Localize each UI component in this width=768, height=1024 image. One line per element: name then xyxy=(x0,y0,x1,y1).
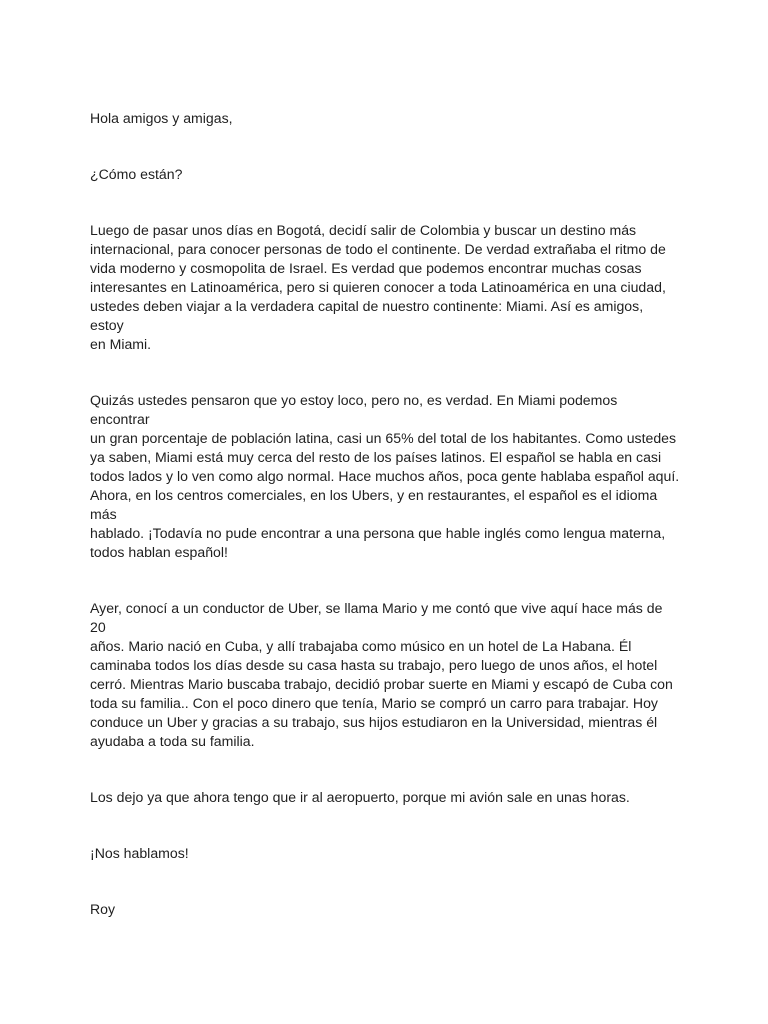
paragraph-3: Ayer, conocí a un conductor de Uber, se llama Mario y me contó que vive aquí hace más de 20 años. Mario nació en Cuba, y allí trabajaba como músico en un hotel de La Habana. Él caminaba todos los días desde su casa hasta su trabajo, pero luego de unos años, el hotel cerró. Mientras Mario buscaba trabajo, decidió probar suerte en Miami y escapó de Cuba con toda su familia.. Con el poco dinero que tenía, Mario se compró un carro para trabajar. Hoy conduce un Uber y gracias a su trabajo, sus hijos estudiaron en la Universidad, mientras él ayudaba a toda su familia. xyxy=(90,600,673,749)
paragraph-1: Luego de pasar unos días en Bogotá, decidí salir de Colombia y buscar un destino más internacional, para conocer personas de todo el continente. De verdad extrañaba el ritmo de vida moderno y cosmopolita de Israel. Es verdad que podemos encontrar muchas cosas interesantes en Latinoamérica, pero si quieren conocer a toda Latinoamérica en una ciudad, ustedes deben viajar a la verdadera capital de nuestro continente: Miami. Así es amigos, estoy en Miami. xyxy=(90,222,666,352)
closing: ¡Nos hablamos! xyxy=(90,845,189,861)
greeting: Hola amigos y amigas, xyxy=(90,110,233,126)
question: ¿Cómo están? xyxy=(90,166,183,182)
paragraph-4: Los dejo ya que ahora tengo que ir al aeropuerto, porque mi avión sale en unas horas. xyxy=(90,789,630,805)
signature: Roy xyxy=(90,901,116,917)
paragraph-2: Quizás ustedes pensaron que yo estoy loco, pero no, es verdad. En Miami podemos encontrar un gran porcentaje de población latina, casi un 65% del total de los habitantes. Como ustedes ya saben, Miami está muy cerca del resto de los países latinos. El español se habla en casi todos lados y lo ven como algo normal. Hace muchos años, poca gente hablaba español aquí. Ahora, en los centros comerciales, en los Ubers, y en restaurantes, el español es el idioma más hablado. ¡Todavía no pude encontrar a una persona que hable inglés como lengua materna, todos hablan español! xyxy=(90,392,680,560)
letter-body xyxy=(90,90,680,956)
